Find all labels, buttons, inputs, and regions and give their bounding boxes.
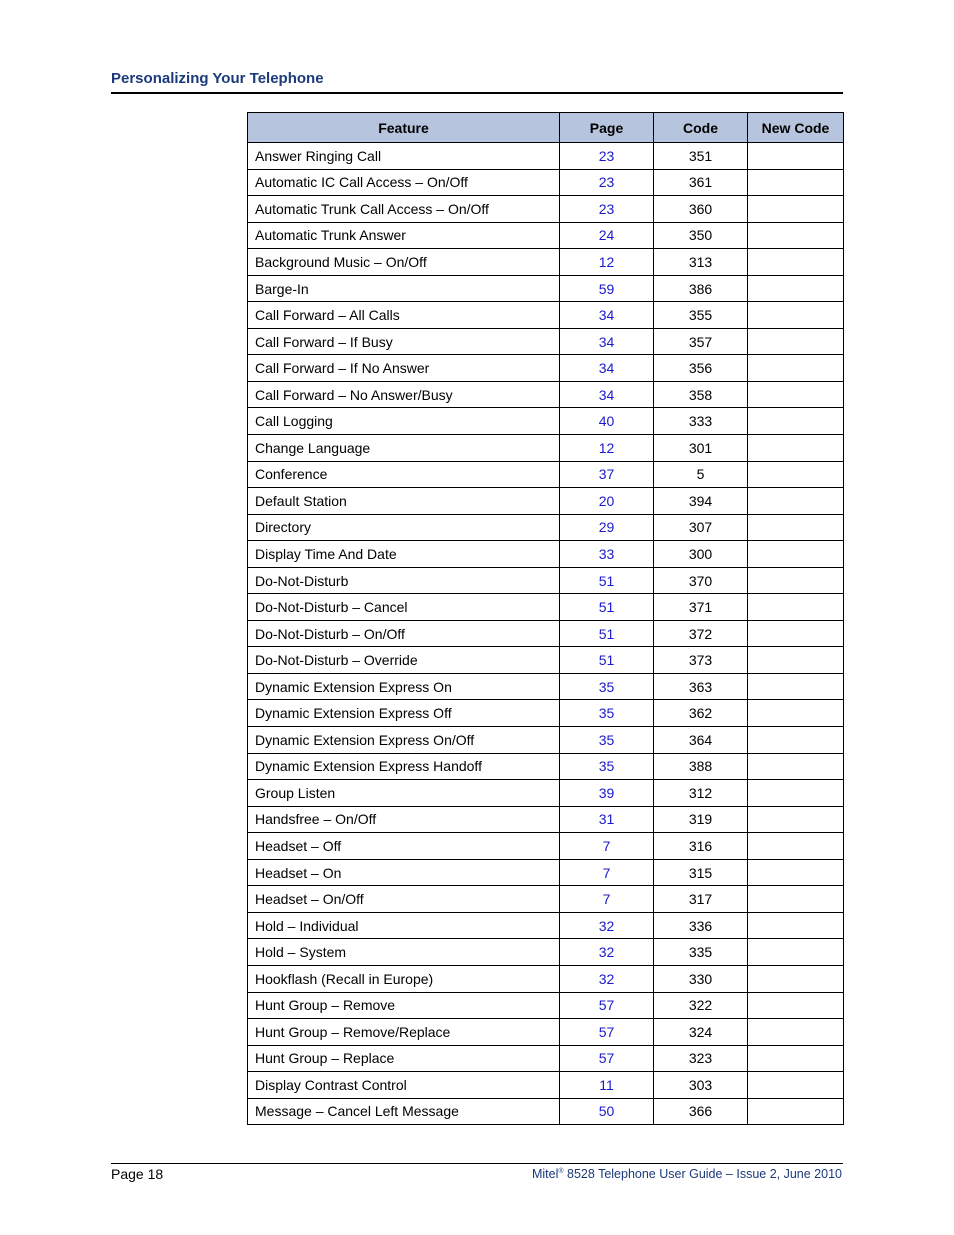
table-row xyxy=(248,594,844,621)
feature-cell: Hunt Group – Replace xyxy=(248,1045,560,1072)
page-link[interactable]: 7 xyxy=(602,837,611,854)
page-cell xyxy=(560,965,654,992)
table-row xyxy=(248,1072,844,1099)
page-link[interactable]: 32 xyxy=(598,917,615,934)
page-cell xyxy=(560,514,654,541)
page-cell xyxy=(560,673,654,700)
page-cell xyxy=(560,567,654,594)
page-link[interactable]: 57 xyxy=(598,1023,615,1040)
page-cell xyxy=(560,806,654,833)
new-code-cell[interactable] xyxy=(748,833,844,860)
page-cell xyxy=(560,196,654,223)
table-row xyxy=(248,753,844,780)
table-row xyxy=(248,275,844,302)
new-code-cell[interactable] xyxy=(748,753,844,780)
page-link[interactable]: 23 xyxy=(598,174,615,191)
feature-cell: Do-Not-Disturb – Override xyxy=(248,647,560,674)
page-cell xyxy=(560,488,654,515)
page-link[interactable]: 34 xyxy=(598,360,615,377)
table-row xyxy=(248,859,844,886)
code-cell: 361 xyxy=(654,169,748,196)
new-code-cell[interactable] xyxy=(748,673,844,700)
new-code-cell[interactable] xyxy=(748,1072,844,1099)
new-code-cell[interactable] xyxy=(748,1045,844,1072)
page-cell xyxy=(560,1072,654,1099)
table-row xyxy=(248,408,844,435)
code-cell: 388 xyxy=(654,753,748,780)
page-cell xyxy=(560,594,654,621)
page-link[interactable]: 35 xyxy=(598,758,615,775)
code-cell: 386 xyxy=(654,275,748,302)
feature-cell: Automatic IC Call Access – On/Off xyxy=(248,169,560,196)
feature-cell: Call Forward – All Calls xyxy=(248,302,560,329)
new-code-cell[interactable] xyxy=(748,435,844,462)
code-cell: 333 xyxy=(654,408,748,435)
new-code-cell[interactable] xyxy=(748,965,844,992)
table-body xyxy=(248,143,844,1125)
column-header-feature: Feature xyxy=(248,113,560,143)
page-link[interactable]: 32 xyxy=(598,970,615,987)
feature-cell: Call Forward – If Busy xyxy=(248,328,560,355)
page-cell xyxy=(560,1098,654,1125)
code-cell: 362 xyxy=(654,700,748,727)
code-cell: 335 xyxy=(654,939,748,966)
page-cell xyxy=(560,620,654,647)
new-code-cell[interactable] xyxy=(748,196,844,223)
feature-cell: Do-Not-Disturb – On/Off xyxy=(248,620,560,647)
table-row xyxy=(248,435,844,462)
feature-cell: Dynamic Extension Express On/Off xyxy=(248,727,560,754)
new-code-cell[interactable] xyxy=(748,169,844,196)
feature-cell: Do-Not-Disturb – Cancel xyxy=(248,594,560,621)
table-row xyxy=(248,461,844,488)
new-code-cell[interactable] xyxy=(748,939,844,966)
new-code-cell[interactable] xyxy=(748,408,844,435)
code-cell: 317 xyxy=(654,886,748,913)
new-code-cell[interactable] xyxy=(748,647,844,674)
new-code-cell[interactable] xyxy=(748,594,844,621)
table-row xyxy=(248,514,844,541)
table-row xyxy=(248,1045,844,1072)
page-link[interactable]: 29 xyxy=(598,519,615,536)
feature-cell: Hold – Individual xyxy=(248,912,560,939)
page-cell xyxy=(560,912,654,939)
page-link[interactable]: 23 xyxy=(598,200,615,217)
code-cell: 350 xyxy=(654,222,748,249)
page-link[interactable]: 34 xyxy=(598,386,615,403)
page-cell xyxy=(560,780,654,807)
table-row xyxy=(248,143,844,170)
feature-cell: Message – Cancel Left Message xyxy=(248,1098,560,1125)
new-code-cell[interactable] xyxy=(748,249,844,276)
code-cell: 336 xyxy=(654,912,748,939)
feature-cell: Background Music – On/Off xyxy=(248,249,560,276)
table-row xyxy=(248,222,844,249)
table-row xyxy=(248,1098,844,1125)
table-row xyxy=(248,673,844,700)
page-cell xyxy=(560,753,654,780)
feature-cell: Change Language xyxy=(248,435,560,462)
new-code-cell[interactable] xyxy=(748,1098,844,1125)
code-cell: 373 xyxy=(654,647,748,674)
footer-guide-title xyxy=(532,1167,842,1181)
new-code-cell[interactable] xyxy=(748,222,844,249)
feature-cell: Answer Ringing Call xyxy=(248,143,560,170)
new-code-cell[interactable] xyxy=(748,355,844,382)
page-cell xyxy=(560,435,654,462)
table-row xyxy=(248,567,844,594)
table-row xyxy=(248,620,844,647)
page-link[interactable]: 50 xyxy=(598,1103,615,1120)
code-cell: 363 xyxy=(654,673,748,700)
table-row xyxy=(248,727,844,754)
table-row xyxy=(248,328,844,355)
code-cell: 5 xyxy=(654,461,748,488)
new-code-cell[interactable] xyxy=(748,302,844,329)
new-code-cell[interactable] xyxy=(748,859,844,886)
code-cell: 316 xyxy=(654,833,748,860)
table-row xyxy=(248,965,844,992)
feature-cell: Barge-In xyxy=(248,275,560,302)
code-cell: 364 xyxy=(654,727,748,754)
table-row xyxy=(248,806,844,833)
feature-cell: Dynamic Extension Express Handoff xyxy=(248,753,560,780)
table-row xyxy=(248,196,844,223)
page-cell xyxy=(560,647,654,674)
new-code-cell[interactable] xyxy=(748,1019,844,1046)
page-link[interactable]: 35 xyxy=(598,731,615,748)
code-cell: 301 xyxy=(654,435,748,462)
page-link[interactable]: 57 xyxy=(598,1050,615,1067)
page-cell xyxy=(560,541,654,568)
page-cell xyxy=(560,143,654,170)
page-cell xyxy=(560,700,654,727)
new-code-cell[interactable] xyxy=(748,567,844,594)
code-cell: 351 xyxy=(654,143,748,170)
registered-mark: ® xyxy=(558,1168,564,1175)
feature-cell: Call Forward – No Answer/Busy xyxy=(248,381,560,408)
code-cell: 322 xyxy=(654,992,748,1019)
code-cell: 312 xyxy=(654,780,748,807)
page-cell xyxy=(560,939,654,966)
page-cell xyxy=(560,833,654,860)
code-cell: 371 xyxy=(654,594,748,621)
page-cell xyxy=(560,1019,654,1046)
code-cell: 356 xyxy=(654,355,748,382)
new-code-cell[interactable] xyxy=(748,541,844,568)
new-code-cell[interactable] xyxy=(748,780,844,807)
table-row xyxy=(248,1019,844,1046)
guide-title: 8528 Telephone User Guide – Issue 2, June 2010 xyxy=(567,1167,842,1181)
page-link[interactable]: 7 xyxy=(602,864,611,881)
brand-name: Mitel xyxy=(531,1167,559,1181)
table-row xyxy=(248,700,844,727)
table-row xyxy=(248,302,844,329)
page-cell xyxy=(560,169,654,196)
new-code-cell[interactable] xyxy=(748,700,844,727)
page-link[interactable]: 39 xyxy=(598,784,615,801)
page-cell xyxy=(560,1045,654,1072)
new-code-cell[interactable] xyxy=(748,806,844,833)
code-cell: 360 xyxy=(654,196,748,223)
code-cell: 307 xyxy=(654,514,748,541)
feature-cell: Hunt Group – Remove xyxy=(248,992,560,1019)
feature-code-table xyxy=(247,112,844,1125)
page-link[interactable]: 57 xyxy=(598,997,615,1014)
new-code-cell[interactable] xyxy=(748,275,844,302)
feature-cell: Group Listen xyxy=(248,780,560,807)
feature-cell: Automatic Trunk Call Access – On/Off xyxy=(248,196,560,223)
code-cell: 330 xyxy=(654,965,748,992)
code-cell: 303 xyxy=(654,1072,748,1099)
feature-cell: Automatic Trunk Answer xyxy=(248,222,560,249)
table-row xyxy=(248,992,844,1019)
code-cell: 315 xyxy=(654,859,748,886)
feature-cell: Headset – On/Off xyxy=(248,886,560,913)
page-link[interactable]: 34 xyxy=(598,307,615,324)
code-cell: 300 xyxy=(654,541,748,568)
new-code-cell[interactable] xyxy=(748,143,844,170)
table-row xyxy=(248,912,844,939)
new-code-cell[interactable] xyxy=(748,381,844,408)
feature-cell: Hookflash (Recall in Europe) xyxy=(248,965,560,992)
page-link[interactable]: 35 xyxy=(598,678,615,695)
table-row xyxy=(248,833,844,860)
page-cell xyxy=(560,275,654,302)
page-cell xyxy=(560,302,654,329)
new-code-cell[interactable] xyxy=(748,886,844,913)
page-link[interactable]: 31 xyxy=(598,811,615,828)
page-cell xyxy=(560,408,654,435)
page-cell xyxy=(560,222,654,249)
code-cell: 324 xyxy=(654,1019,748,1046)
page-cell xyxy=(560,328,654,355)
new-code-cell[interactable] xyxy=(748,488,844,515)
table-row xyxy=(248,541,844,568)
new-code-cell[interactable] xyxy=(748,620,844,647)
table-header-row xyxy=(248,113,844,143)
page-number: Page 18 xyxy=(111,1166,164,1182)
code-cell: 323 xyxy=(654,1045,748,1072)
table-row xyxy=(248,488,844,515)
feature-cell: Display Contrast Control xyxy=(248,1072,560,1099)
page-link[interactable]: 12 xyxy=(598,253,615,270)
column-header-code: Code xyxy=(654,113,748,143)
page-cell xyxy=(560,249,654,276)
page-link[interactable]: 20 xyxy=(598,492,615,509)
code-cell: 319 xyxy=(654,806,748,833)
code-cell: 355 xyxy=(654,302,748,329)
feature-cell: Hunt Group – Remove/Replace xyxy=(248,1019,560,1046)
table-row xyxy=(248,886,844,913)
page-cell xyxy=(560,461,654,488)
new-code-cell[interactable] xyxy=(748,727,844,754)
page-link[interactable]: 23 xyxy=(598,147,615,164)
new-code-cell[interactable] xyxy=(748,912,844,939)
feature-cell: Dynamic Extension Express Off xyxy=(248,700,560,727)
page-cell xyxy=(560,886,654,913)
new-code-cell[interactable] xyxy=(748,514,844,541)
feature-cell: Hold – System xyxy=(248,939,560,966)
table-row xyxy=(248,780,844,807)
page-link[interactable]: 40 xyxy=(598,413,615,430)
section-divider xyxy=(111,92,843,94)
page-link[interactable]: 51 xyxy=(598,599,615,616)
code-cell: 394 xyxy=(654,488,748,515)
table-row xyxy=(248,355,844,382)
feature-cell: Do-Not-Disturb xyxy=(248,567,560,594)
page-link[interactable]: 33 xyxy=(598,545,615,562)
page-link[interactable]: 32 xyxy=(598,944,615,961)
table-row xyxy=(248,249,844,276)
page-link[interactable]: 12 xyxy=(598,439,615,456)
feature-cell: Handsfree – On/Off xyxy=(248,806,560,833)
code-cell: 370 xyxy=(654,567,748,594)
page-cell xyxy=(560,992,654,1019)
code-cell: 357 xyxy=(654,328,748,355)
table-row xyxy=(248,381,844,408)
page-link[interactable]: 11 xyxy=(599,1076,614,1093)
page-cell xyxy=(560,355,654,382)
table-row xyxy=(248,169,844,196)
code-cell: 366 xyxy=(654,1098,748,1125)
footer-divider xyxy=(111,1163,843,1164)
feature-cell: Default Station xyxy=(248,488,560,515)
page-link[interactable]: 51 xyxy=(598,572,615,589)
feature-cell: Conference xyxy=(248,461,560,488)
code-cell: 372 xyxy=(654,620,748,647)
new-code-cell[interactable] xyxy=(748,992,844,1019)
feature-cell: Dynamic Extension Express On xyxy=(248,673,560,700)
table-row xyxy=(248,647,844,674)
page-link[interactable]: 51 xyxy=(598,652,615,669)
new-code-cell[interactable] xyxy=(748,328,844,355)
code-cell: 313 xyxy=(654,249,748,276)
page-link[interactable]: 35 xyxy=(598,705,615,722)
page-link[interactable]: 59 xyxy=(598,280,615,297)
column-header-new-code: New Code xyxy=(748,113,844,143)
feature-cell: Call Logging xyxy=(248,408,560,435)
page-cell xyxy=(560,381,654,408)
code-cell: 358 xyxy=(654,381,748,408)
feature-cell: Display Time And Date xyxy=(248,541,560,568)
page-cell xyxy=(560,727,654,754)
feature-cell: Headset – On xyxy=(248,859,560,886)
feature-cell: Headset – Off xyxy=(248,833,560,860)
page-cell xyxy=(560,859,654,886)
page-link[interactable]: 34 xyxy=(598,333,615,350)
feature-cell: Directory xyxy=(248,514,560,541)
section-title: Personalizing Your Telephone xyxy=(111,70,324,87)
table-row xyxy=(248,939,844,966)
new-code-cell[interactable] xyxy=(748,461,844,488)
page-link[interactable]: 37 xyxy=(598,466,615,483)
page-link[interactable]: 51 xyxy=(598,625,615,642)
feature-cell: Call Forward – If No Answer xyxy=(248,355,560,382)
page-link[interactable]: 24 xyxy=(598,227,615,244)
page-link[interactable]: 7 xyxy=(602,891,611,908)
column-header-page: Page xyxy=(560,113,654,143)
